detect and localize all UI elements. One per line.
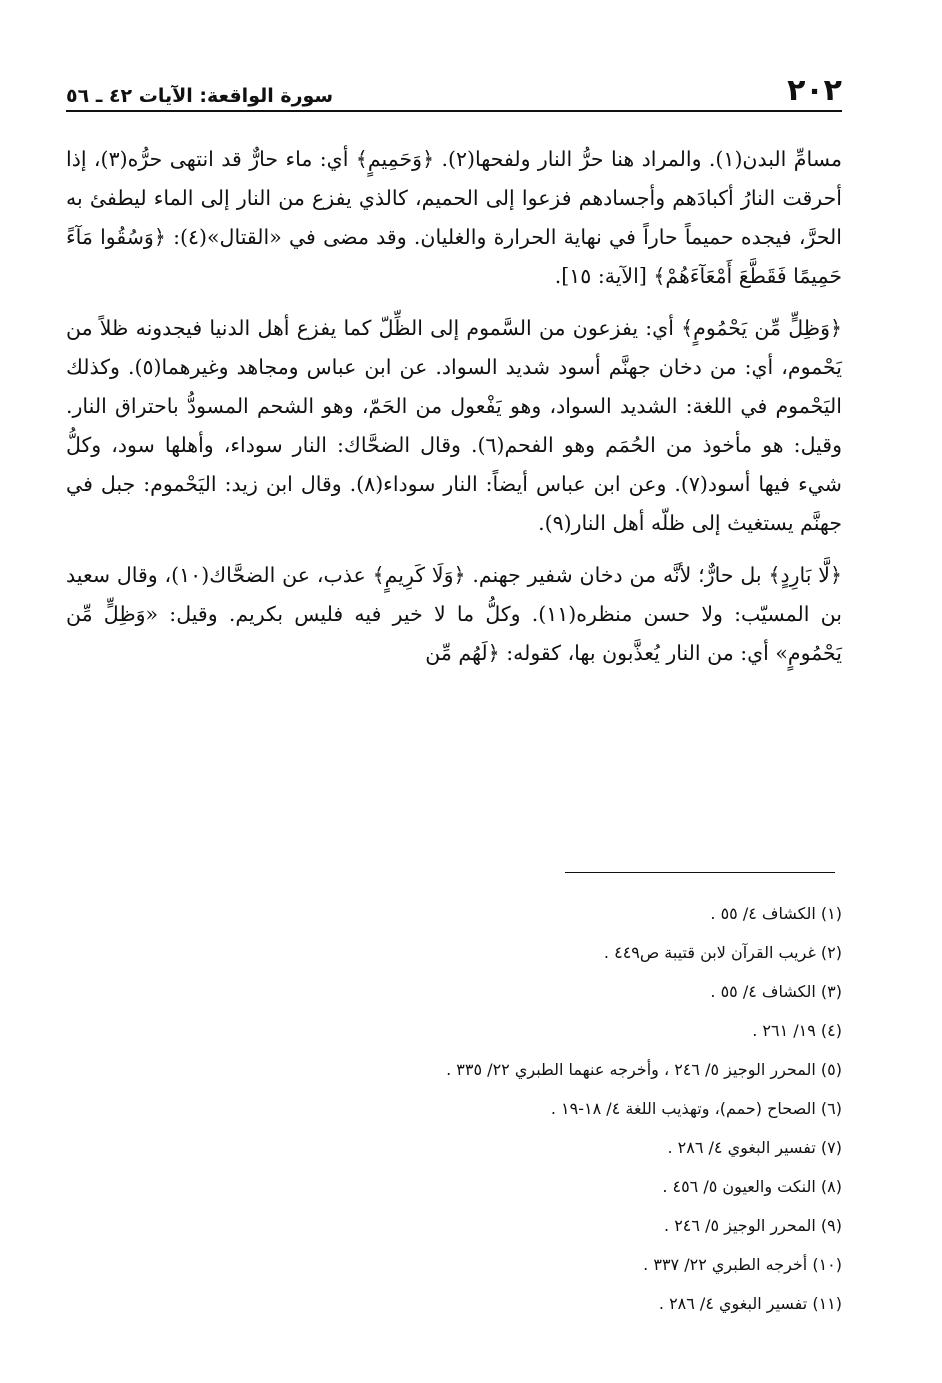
- footnote-10: (١٠) أخرجه الطبري ٢٢/ ٣٣٧ .: [643, 1255, 842, 1274]
- footnote-divider: [565, 872, 835, 873]
- footnote-7: (٧) تفسير البغوي ٤/ ٢٨٦ .: [667, 1138, 842, 1157]
- footnote-2: (٢) غريب القرآن لابن قتيبة ص٤٤٩ .: [603, 943, 842, 962]
- footnote-4: (٤) ١٩/ ٢٦١ .: [752, 1021, 842, 1040]
- footnote-6: (٦) الصحاح (حمم)، وتهذيب اللغة ٤/ ١٨-١٩ .: [550, 1099, 842, 1118]
- footnote-11: (١١) تفسير البغوي ٤/ ٢٨٦ .: [658, 1294, 842, 1313]
- paragraph-yahmum: ﴿وَظِلٍّ مِّن يَحْمُومٍ﴾ أي: يفزعون من السَّموم إلى الظِّلّ كما يفزع أهل الدنيا فيجدونه ظلاً من يَحْموم، أي: من دخان جهنَّم أسود شديد السواد. عن ابن عباس ومجاهد وغيرهما(٥). وكذلك اليَحْموم في اللغة: الشديد السواد، وهو يَفْعول من الحَمّ، وهو الشحم المسودُّ باحتراق النار. وقيل: هو مأخوذ من الحُمَم وهو الفحم(٦). وقال الضحَّاك: النار سوداء، وأهلها سود، وكلُّ شيء فيها أسود(٧). وعن ابن عباس أيضاً: النار سوداء(٨). وقال ابن زيد: اليَحْموم: جبل في جهنَّم يستغيث إلى ظلّه أهل النار(٩).: [66, 316, 842, 535]
- paragraph-barid: ﴿لَّا بَارِدٍ﴾ بل حارٌّ؛ لأنَّه من دخان شفير جهنم. ﴿وَلَا كَرِيمٍ﴾ عذب، عن الضحَّاك(١٠)، وقال سعيد بن المسيّب: ولا حسن منظره(١١). وكلُّ ما لا خير فيه فليس بكريم. وقيل: «وَظِلٍّ مِّن يَحْمُومٍ» أي: من النار يُعذَّبون بها، كقوله: ﴿لَهُم مِّن: [66, 563, 842, 665]
- footnote-5: (٥) المحرر الوجيز ٥/ ٢٤٦ ، وأخرجه عنهما الطبري ٢٢/ ٣٣٥ .: [446, 1060, 842, 1079]
- running-title: سورة الواقعة: الآيات ٤٢ ـ ٥٦: [66, 85, 334, 107]
- footnote-9: (٩) المحرر الوجيز ٥/ ٢٤٦ .: [664, 1216, 842, 1235]
- page-header: [66, 62, 842, 112]
- footnotes: [66, 894, 842, 1323]
- body-text: [66, 140, 842, 686]
- footnote-1: (١) الكشاف ٤/ ٥٥ .: [710, 904, 842, 923]
- footnote-3: (٣) الكشاف ٤/ ٥٥ .: [710, 982, 842, 1001]
- footnote-8: (٨) النكت والعيون ٥/ ٤٥٦ .: [662, 1177, 842, 1196]
- paragraph-hamim: مسامِّ البدن(١). والمراد هنا حرُّ النار ولفحها(٢). ﴿وَحَمِيمٍ﴾ أي: ماء حارٌّ قد انتهى حرُّه(٣)، إذا أحرقت النارُ أكبادَهم وأجسادهم فزعوا إلى الحميم، كالذي يفزع من النار إلى الماء ليطفئ به الحرَّ، فيجده حميماً حاراً في نهاية الحرارة والغليان. وقد مضى في «القتال»(٤): ﴿وَسُقُوا مَآءً حَمِيمًا فَقَطَّعَ أَمْعَآءَهُمْ﴾ [الآية: ١٥].: [66, 147, 843, 288]
- page-number: ٢٠٢: [787, 73, 842, 108]
